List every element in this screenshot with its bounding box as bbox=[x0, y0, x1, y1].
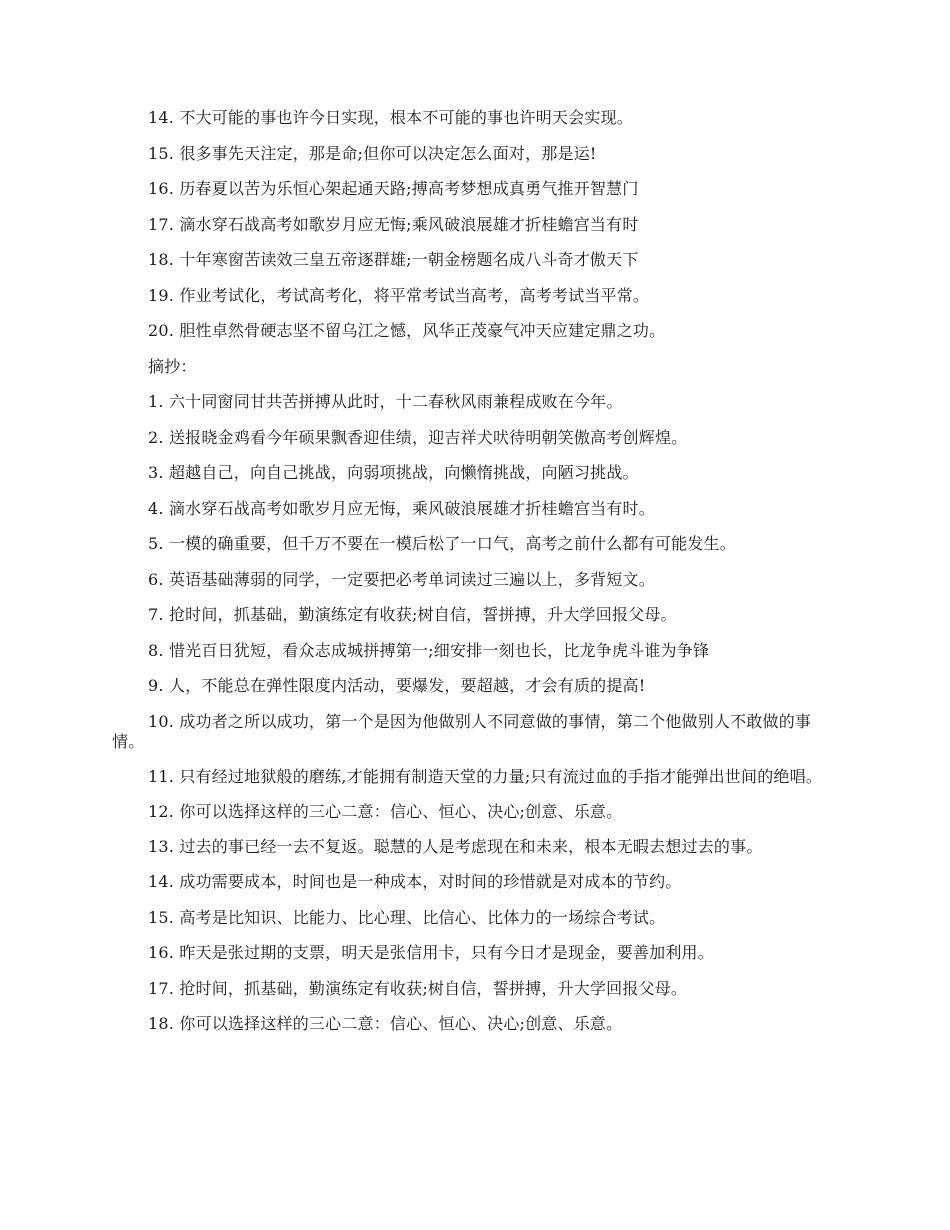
quote-item: 4. 滴水穿石战高考如歌岁月应无悔，乘风破浪展雄才折桂蟾宫当有时。 bbox=[148, 498, 655, 518]
quote-item: 15. 高考是比知识、比能力、比心理、比信心、比体力的一场综合考试。 bbox=[148, 907, 666, 927]
document-page bbox=[112, 108, 840, 1050]
quote-item: 19. 作业考试化，考试高考化，将平常考试当高考，高考考试当平常。 bbox=[148, 285, 650, 305]
quote-item: 11. 只有经过地狱般的磨练,才能拥有制造天堂的力量;只有流过血的手指才能弹出世间的绝唱。 bbox=[148, 766, 823, 786]
quote-item: 14. 成功需要成本，时间也是一种成本，对时间的珍惜就是对成本的节约。 bbox=[148, 872, 682, 891]
quote-item: 3. 超越自己，向自己挑战，向弱项挑战，向懒惰挑战，向陋习挑战。 bbox=[148, 463, 639, 482]
quote-item: 18. 你可以选择这样的三心二意：信心、恒心、决心;创意、乐意。 bbox=[148, 1014, 623, 1033]
quote-item: 17. 抢时间，抓基础，勤演练定有收获;树自信，誓拼搏，升大学回报父母。 bbox=[148, 978, 688, 998]
quote-item: 5. 一模的确重要，但千万不要在一模后松了一口气，高考之前什么都有可能发生。 bbox=[148, 534, 736, 553]
quote-item: 15. 很多事先天注定，那是命;但你可以决定怎么面对，那是运! bbox=[148, 143, 597, 163]
quote-item: 7. 抢时间，抓基础，勤演练定有收获;树自信，誓拼搏，升大学回报父母。 bbox=[148, 605, 677, 624]
quote-item: 20. 胆性卓然骨硬志坚不留乌江之憾，风华正茂豪气冲天应建定鼎之功。 bbox=[148, 321, 666, 340]
quote-item: 2. 送报晓金鸡看今年硕果飘香迎佳绩，迎吉祥犬吠待明朝笑傲高考创辉煌。 bbox=[148, 427, 688, 447]
quote-item: 14. 不大可能的事也许今日实现，根本不可能的事也许明天会实现。 bbox=[148, 108, 633, 127]
quote-item: 17. 滴水穿石战高考如歌岁月应无悔;乘风破浪展雄才折桂蟾宫当有时 bbox=[148, 214, 639, 234]
quote-item: 13. 过去的事已经一去不复返。聪慧的人是考虑现在和未来，根本无暇去想过去的事。 bbox=[148, 837, 763, 856]
quote-item: 6. 英语基础薄弱的同学，一定要把必考单词读过三遍以上，多背短文。 bbox=[148, 569, 655, 589]
section-heading: 摘抄： bbox=[148, 356, 197, 376]
quote-item: 18. 十年寒窗苦读效三皇五帝逐群雄;一朝金榜题名成八斗奇才傲天下 bbox=[148, 250, 639, 269]
quote-item: 8. 惜光百日犹短，看众志成城拼搏第一;细安排一刻也长，比龙争虎斗谁为争锋 bbox=[148, 640, 710, 660]
quote-item: 16. 昨天是张过期的支票，明天是张信用卡，只有今日才是现金，要善加利用。 bbox=[148, 943, 714, 962]
quote-item: 1. 六十同窗同甘共苦拼搏从此时，十二春秋风雨兼程成败在今年。 bbox=[148, 392, 623, 411]
quote-item: 16. 历春夏以苦为乐恒心架起通天路;搏高考梦想成真勇气推开智慧门 bbox=[148, 179, 639, 198]
quote-item: 9. 人，不能总在弹性限度内活动，要爆发，要超越，才会有质的提高! bbox=[148, 676, 646, 695]
quote-item: 10. 成功者之所以成功，第一个是因为他做别人不同意做的事情，第二个他做别人不敢做的事情。 bbox=[112, 711, 812, 751]
quote-item: 12. 你可以选择这样的三心二意：信心、恒心、决心;创意、乐意。 bbox=[148, 801, 623, 821]
